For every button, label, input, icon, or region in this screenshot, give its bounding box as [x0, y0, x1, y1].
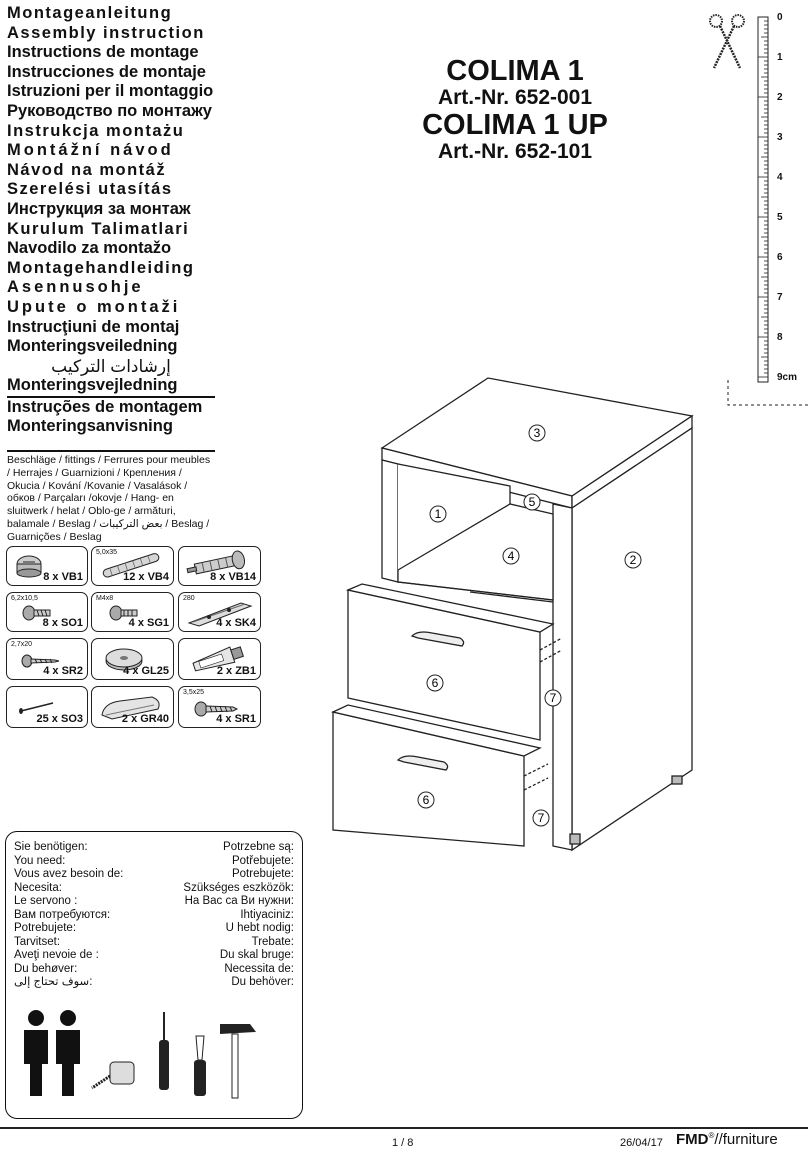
callout-3: 3 [533, 426, 541, 440]
hardware-qty: 8 x SO1 [42, 617, 83, 629]
need-label: На Вас са Ви нужни: [184, 895, 294, 907]
callout-7b: 7 [537, 811, 545, 825]
need-label: سوف تحتاج إلى: [14, 976, 93, 988]
title-sk: Návod na montáž [7, 160, 167, 179]
title-ro: Instrucţiuni de montaj [7, 317, 180, 336]
ruler-label: 6 [777, 252, 783, 263]
title-pt: Instruções de montagem [7, 397, 203, 416]
callout-5: 5 [528, 495, 536, 509]
need-label: Vous avez besoin de: [14, 868, 124, 880]
need-left-column [14, 841, 123, 990]
brand-suffix: //furniture [714, 1131, 778, 1148]
title-cz: Montážní návod [7, 141, 174, 160]
product-art-1: Art.-Nr. 652-001 [437, 86, 593, 109]
hardware-size: 280 [183, 595, 195, 602]
hardware-size: M4x8 [96, 595, 114, 602]
need-label: Du behöver: [231, 976, 294, 988]
hardware-qty: 4 x GL25 [123, 665, 169, 677]
measuring-tape-icon [92, 1062, 134, 1088]
hardware-so3 [6, 686, 88, 728]
title-hr: Upute o montaži [7, 297, 181, 316]
title-se: Monteringsanvisning [7, 417, 173, 436]
ruler-label: 2 [777, 92, 783, 103]
need-label: Potřebujete: [231, 854, 294, 867]
hardware-qty: 4 x SK4 [216, 617, 256, 629]
need-label: Necesita: [14, 881, 62, 894]
product-art-2: Art.-Nr. 652-101 [437, 140, 593, 163]
title-si: Navodilo za montažo [7, 239, 172, 258]
title-it: Istruzioni per il montaggio [7, 82, 214, 101]
ruler-label: 0 [777, 12, 783, 23]
title-nl: Montagehandleiding [7, 258, 195, 277]
title-fr: Instructions de montage [7, 43, 199, 62]
need-label: Potrebujete: [231, 868, 294, 880]
tools-illustration [6, 1010, 302, 1110]
product-name-2: COLIMA 1 UP [422, 109, 608, 141]
hardware-size: 3,5x25 [183, 689, 205, 696]
need-label: Du behøver: [14, 962, 78, 975]
language-titles [7, 4, 215, 437]
phillips-screwdriver-icon [194, 1036, 206, 1096]
need-label: Potrebujete: [14, 922, 77, 934]
hardware-so1 [6, 592, 88, 632]
hardware-sr1 [178, 686, 261, 728]
hardware-qty: 4 x SR2 [43, 665, 83, 677]
footer-rule [0, 1127, 808, 1129]
callout-2: 2 [629, 553, 637, 567]
hardware-gr40 [91, 686, 174, 728]
title-hu: Szerelési utasítás [7, 180, 173, 199]
title-ru: Руководство по монтажу [7, 101, 212, 120]
hardware-size: 6,2x10,5 [11, 595, 38, 602]
need-label: You need: [14, 854, 66, 867]
hardware-qty: 12 x VB4 [123, 571, 169, 583]
need-right-column [183, 841, 294, 990]
ruler-label: 4 [777, 172, 783, 183]
product-header [380, 56, 650, 164]
need-label: Potrzebne są: [223, 841, 294, 853]
callout-4: 4 [507, 549, 515, 563]
ruler-label: 5 [777, 212, 783, 223]
hardware-zb1 [178, 638, 261, 680]
hardware-qty: 8 x VB14 [210, 571, 256, 583]
callout-1: 1 [434, 507, 442, 521]
need-label: Ihtiyaciniz: [240, 908, 294, 921]
title-de: Montageanleitung [7, 4, 173, 22]
hardware-sk4 [178, 592, 261, 632]
brand-logo [676, 1131, 778, 1148]
need-label: Le servono : [14, 895, 78, 907]
need-label: Du skal bruge: [219, 949, 294, 961]
document-date: 26/04/17 [620, 1137, 663, 1149]
hardware-size: 2,7x20 [11, 641, 33, 648]
title-es: Instrucciones de montaje [7, 62, 206, 81]
brand-reg-mark: ® [708, 1131, 715, 1140]
hardware-vb4 [91, 546, 174, 586]
title-ar: إرشادات التركيب [51, 356, 171, 376]
two-persons-icon [24, 1010, 80, 1096]
title-bg: Инструкция за монтаж [7, 199, 191, 218]
need-label: Aveţi nevoie de : [14, 949, 99, 961]
title-en: Assembly instruction [7, 23, 205, 42]
hardware-qty: 2 x ZB1 [216, 665, 256, 677]
hardware-sr2 [6, 638, 88, 680]
need-label: U hebt nodig: [225, 922, 294, 934]
callout-7: 7 [549, 691, 557, 705]
brand-name: FMD [676, 1131, 709, 1148]
ruler-label: 9cm [777, 372, 798, 383]
hardware-qty: 25 x SO3 [36, 713, 83, 725]
hardware-gl25 [91, 638, 174, 680]
hardware-qty: 4 x SR1 [216, 713, 256, 725]
ruler-label: 1 [777, 52, 783, 63]
ruler-graphic [700, 5, 808, 405]
hardware-qty: 2 x GR40 [121, 713, 169, 725]
hardware-sg1 [91, 592, 174, 632]
callout-6: 6 [431, 676, 439, 690]
fittings-heading: Beschläge / fittings / Ferrures pour meubles / Herrajes / Guarnizioni / Крепления / Okucia / Kování /Kovanie / Vasalások / обков / Parçaları /okovje / Hang- en sluitwerk / helat / Oblo-ge / armături, balamale / Beslag / بعض التركيبات / Beslag / Guarnições / Beslag [7, 450, 215, 544]
need-label: Sie benötigen: [14, 841, 88, 853]
hardware-qty: 8 x VB1 [43, 571, 83, 583]
page-number: 1 / 8 [392, 1137, 414, 1149]
ruler-label: 7 [777, 292, 783, 303]
title-fi: Asennusohje [7, 278, 144, 297]
hardware-vb1 [6, 546, 88, 586]
title-dk: Monteringsvejledning [7, 376, 215, 398]
cabinet-drawing [320, 370, 637, 850]
need-label: Necessita de: [224, 962, 294, 975]
need-label: Trebate: [251, 935, 294, 948]
hardware-qty: 4 x SG1 [128, 617, 169, 629]
hardware-vb14 [178, 546, 261, 586]
need-label: Szükséges eszközök: [183, 881, 294, 894]
cut-out-ruler [700, 5, 808, 405]
product-name-1: COLIMA 1 [446, 55, 584, 87]
title-tr: Kurulum Talimatlari [7, 219, 190, 238]
tools-needed-box [5, 831, 303, 1119]
screwdriver-icon [159, 1012, 169, 1090]
need-label: Tarvitset: [14, 935, 61, 948]
title-no: Monteringsveiledning [7, 337, 178, 356]
hammer-icon [220, 1024, 256, 1098]
scissors-icon [710, 15, 744, 68]
hardware-size: 5,0x35 [96, 549, 118, 556]
ruler-label: 3 [777, 132, 783, 143]
need-label: Вам потребуются: [14, 908, 111, 921]
callout-6b: 6 [422, 793, 430, 807]
title-pl: Instrukcja montażu [7, 121, 185, 140]
ruler-label: 8 [777, 332, 783, 343]
